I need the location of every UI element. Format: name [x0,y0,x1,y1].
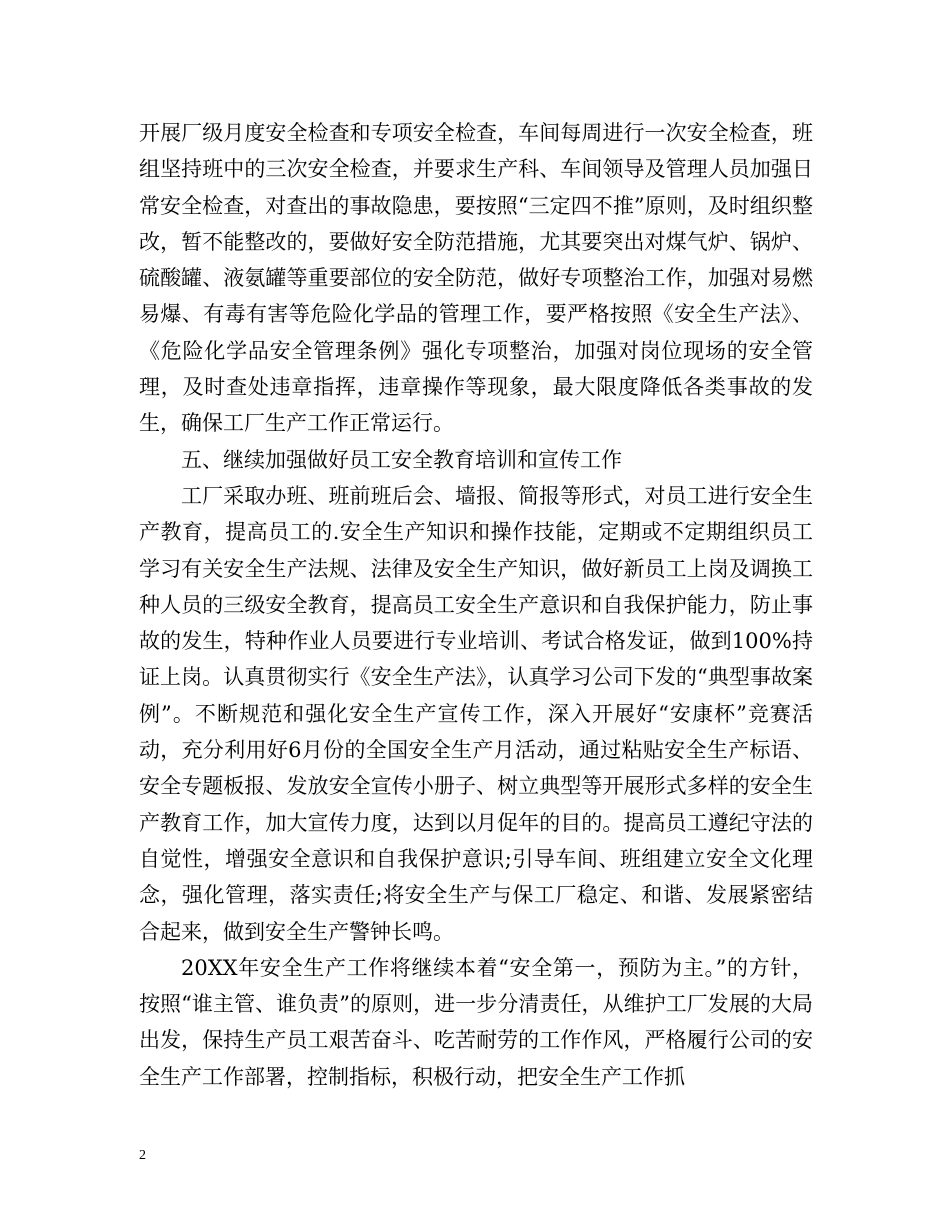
paragraph-annual-plan: 20XX年安全生产工作将继续本着“安全第一，预防为主。”的方针，按照“谁主管、谁负责”的原则，进一步分清责任，从维护工厂发展的大局出发，保持生产员工艰苦奋斗、吃苦耐劳的工作作风，严格履行公司的安全生产工作部署，控制指标，积极行动，把安全生产工作抓 [139,955,813,1089]
paragraph-safety-inspection: 开展厂级月度安全检查和专项安全检查，车间每周进行一次安全检查，班组坚持班中的三次安全检查，并要求生产科、车间领导及管理人员加强日常安全检查，对查出的事故隐患，要按照“三定四不推”原则，及时组织整改，暂不能整改的，要做好安全防范措施，尤其要突出对煤气炉、锅炉、硫酸罐、液氨罐等重要部位的安全防范，做好专项整治工作，加强对易燃易爆、有毒有害等危险化学品的管理工作，要严格按照《安全生产法》、《危险化学品安全管理条例》强化专项整治，加强对岗位现场的安全管理，及时查处违章指挥，违章操作等现象，最大限度降低各类事故的发生，确保工厂生产工作正常运行。 [139,121,813,436]
section-heading-education: 五、继续加强做好员工安全教育培训和宣传工作 [181,447,622,472]
document-body [139,115,813,1095]
page-number: 2 [139,1148,146,1163]
paragraph-education-training: 工厂采取办班、班前班后会、墙报、简报等形式，对员工进行安全生产教育，提高员工的.安全生产知识和操作技能，定期或不定期组织员工学习有关安全生产法规、法律及安全生产知识，做好新员工上岗及调换工种人员的三级安全教育，提高员工安全生产意识和自我保护能力，防止事故的发生，特种作业人员要进行专业培训、考试合格发证，做到100%持证上岗。认真贯彻实行《安全生产法》，认真学习公司下发的“典型事故案例”。不断规范和强化安全生产宣传工作，深入开展好“安康杯”竞赛活动，充分利用好6月份的全国安全生产月活动，通过粘贴安全生产标语、安全专题板报、发放安全宣传小册子、树立典型等开展形式多样的安全生产教育工作，加大宣传力度，达到以月促年的目的。提高员工遵纪守法的自觉性，增强安全意识和自我保护意识;引导车间、班组建立安全文化理念，强化管理，落实责任;将安全生产与保工厂稳定、和谐、发展紧密结合起来，做到安全生产警钟长鸣。 [139,483,813,944]
